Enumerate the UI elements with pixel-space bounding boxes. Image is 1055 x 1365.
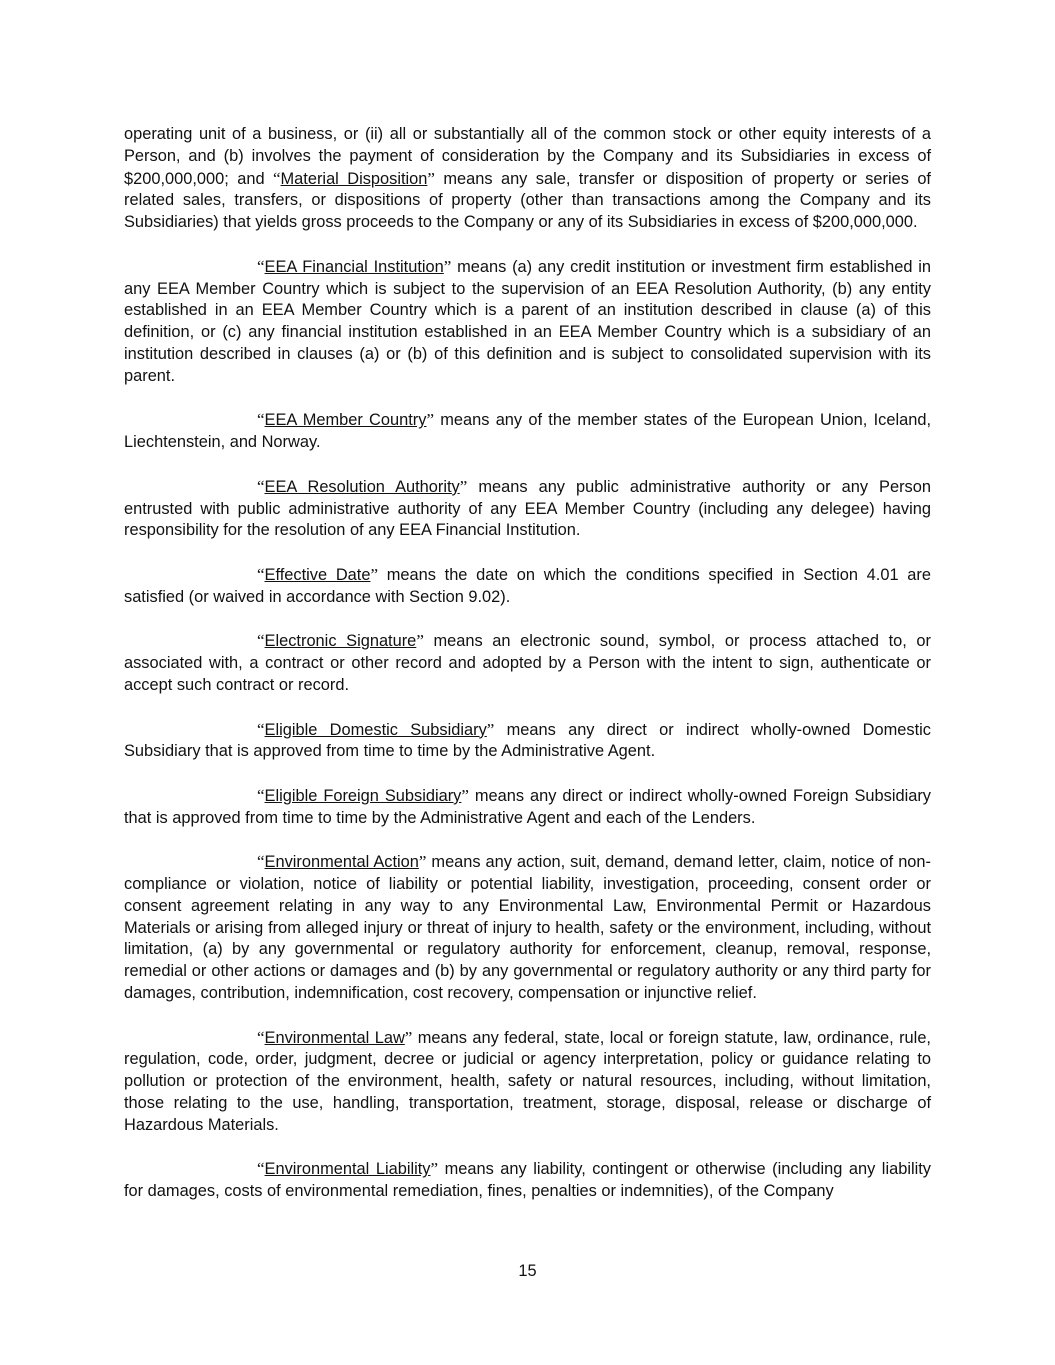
definition-paragraph-eea-resolution-authority <box>124 476 931 542</box>
defined-term-material-disposition: Material Disposition <box>280 169 428 188</box>
defined-term-environmental-liability: Environmental Liability <box>264 1160 431 1179</box>
close-quote: ” <box>418 852 427 872</box>
definition-paragraph-eligible-foreign-subsidiary <box>124 785 931 830</box>
open-quote: “ <box>257 1027 265 1047</box>
close-quote: ” <box>461 785 469 805</box>
defined-term-electronic-signature: Electronic Signature <box>264 632 417 651</box>
definition-body: means any direct or indirect wholly-owned Foreign Subsidiary that is approved from time to time by the Administrative Agent and each of the Lenders. <box>124 786 932 827</box>
definition-body: means any action, suit, demand, demand letter, claim, notice of non-compliance or violation, notice of liability or potential liability, investigation, proceeding, consent order or consent agreement relating in any way to any Environmental Law, Environmental Permit or Hazardous Materials or arising from alleged injury or threat of injury to health, safety or the environment, including, without limitation, (a) by any governmental or regulatory authority for enforcement, cleanup, removal, response, remedial or other actions or damages and (b) by any governmental or regulatory authority or any third party for damages, contribution, indemnification, cost recovery, compensation or injunctive relief. <box>124 853 931 1003</box>
close-quote: ” <box>427 168 435 188</box>
open-quote: “ <box>257 631 265 651</box>
open-quote: “ <box>257 476 265 496</box>
open-quote: “ <box>257 256 265 276</box>
definition-paragraph-environmental-action <box>124 851 931 1005</box>
definition-body: means any sale, transfer or disposition of property or series of related sales, transfers, or dispositions of property (other than transactions among the Company and its Subsidiaries) that yields gross proceeds to the Company or any of its Subsidiaries in excess of $200,000,000. <box>124 169 931 232</box>
defined-term-environmental-law: Environmental Law <box>264 1028 405 1047</box>
close-quote: ” <box>370 564 378 584</box>
definition-body: means any federal, state, local or foreign statute, law, ordinance, rule, regulation, code, order, judgment, decree or judicial or agency interpretation, policy or guidance relating to pollution or protection of the environment, health, safety or natural resources, including, without limitation, those relating to the use, handling, transportation, treatment, storage, disposal, release or discharge of Hazardous Materials. <box>124 1028 931 1134</box>
open-quote: “ <box>257 852 265 872</box>
definition-body: means any of the member states of the European Union, Iceland, Liechtenstein, and Norway. <box>124 411 931 452</box>
defined-term-effective-date: Effective Date <box>264 565 371 584</box>
close-quote: ” <box>459 476 468 496</box>
close-quote: ” <box>404 1027 413 1047</box>
open-quote: “ <box>257 719 265 739</box>
definition-body: means the date on which the conditions specified in Section 4.01 are satisfied (or waived in accordance with Section 9.02). <box>124 565 931 606</box>
open-quote: “ <box>257 785 265 805</box>
defined-term-eligible-domestic-subsidiary: Eligible Domestic Subsidiary <box>264 720 487 739</box>
defined-term-eligible-foreign-subsidiary: Eligible Foreign Subsidiary <box>264 786 462 805</box>
definition-paragraph-eea-member-country <box>124 409 931 454</box>
definition-paragraph-eligible-domestic-subsidiary <box>124 719 931 764</box>
definition-body: means any liability, contingent or otherwise (including any liability for damages, costs of environmental remediation, fines, penalties or indemnities), of the Company <box>124 1160 931 1201</box>
definition-paragraph-electronic-signature <box>124 630 931 696</box>
open-quote: “ <box>257 1159 265 1179</box>
open-quote: “ <box>257 564 265 584</box>
document-page <box>124 124 931 1225</box>
definition-paragraph-eea-financial-institution <box>124 256 931 388</box>
paragraph-lead-text: operating unit of a business, or (ii) all or substantially all of the common stock or other equity interests of a Person, and (b) involves the payment of consideration by the Company and its Subsidiaries in excess of $200,000,000; and <box>124 125 931 188</box>
close-quote: ” <box>430 1159 439 1179</box>
definition-body: means any direct or indirect wholly-owned Domestic Subsidiary that is approved from time to time by the Administrative Agent. <box>124 720 931 761</box>
open-quote: “ <box>257 410 265 430</box>
definition-body: means (a) any credit institution or investment firm established in any EEA Member Country which is subject to the supervision of an EEA Resolution Authority, (b) any entity established in an EEA Member Country which is a parent of an institution described in clause (a) of this definition, or (c) any financial institution established in an EEA Member Country which is a subsidiary of an institution described in clauses (a) or (b) of this definition and is subject to consolidated supervision with its parent. <box>124 257 931 385</box>
open-quote: “ <box>272 168 281 188</box>
close-quote: ” <box>426 410 434 430</box>
definition-paragraph-material-disposition <box>124 124 931 234</box>
defined-term-eea-member-country: EEA Member Country <box>264 411 427 430</box>
definition-body: means any public administrative authority or any Person entrusted with public administrative authority of any EEA Member Country (including any delegee) having responsibility for the resolution of any EEA Financial Institution. <box>124 477 931 540</box>
defined-term-environmental-action: Environmental Action <box>264 853 419 872</box>
page-number: 15 <box>518 1262 537 1280</box>
defined-term-eea-financial-institution: EEA Financial Institution <box>264 257 444 276</box>
definition-paragraph-effective-date <box>124 564 931 609</box>
definition-paragraph-environmental-law <box>124 1027 931 1137</box>
close-quote: ” <box>486 719 495 739</box>
close-quote: ” <box>416 631 424 651</box>
definition-body: means an electronic sound, symbol, or process attached to, or associated with, a contract or other record and adopted by a Person with the intent to sign, authenticate or accept such contract or record. <box>124 632 931 694</box>
defined-term-eea-resolution-authority: EEA Resolution Authority <box>264 477 460 496</box>
definition-paragraph-environmental-liability <box>124 1158 931 1203</box>
close-quote: ” <box>443 256 452 276</box>
